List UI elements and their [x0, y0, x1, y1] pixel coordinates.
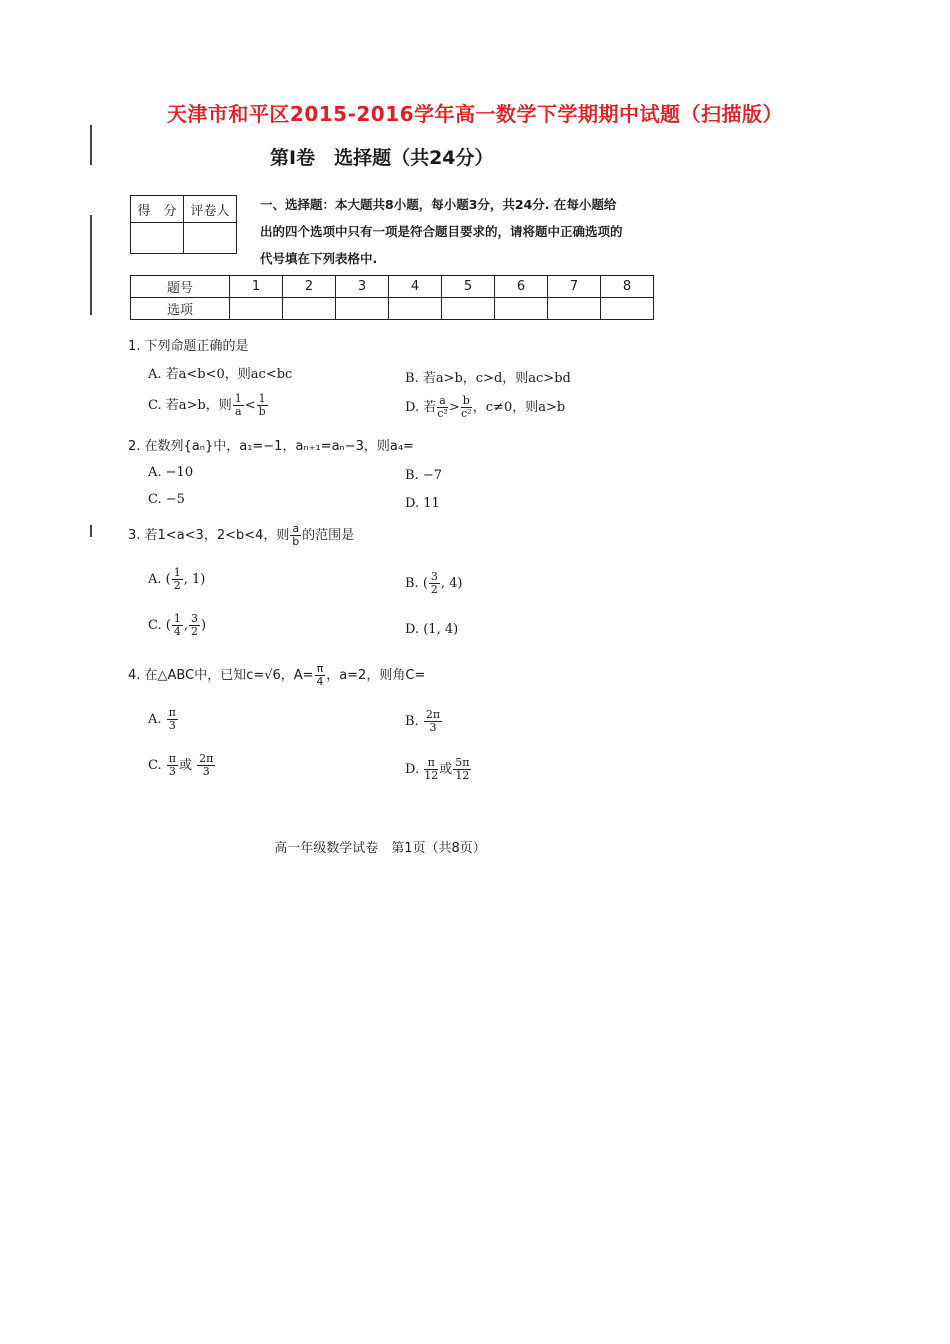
scan-edge-mark: [90, 125, 92, 165]
option-text: <: [244, 398, 256, 413]
fraction: [290, 523, 301, 548]
question-4-stem: [128, 663, 425, 688]
fraction: [172, 613, 183, 638]
question-1-option-b: B. 若a>b，c>d，则ac>bd: [405, 371, 571, 386]
question-2-option-a: A. −10: [148, 465, 194, 480]
fraction-numerator: a: [437, 395, 448, 408]
section-title: 第Ⅰ卷 选择题（共24分）: [270, 147, 494, 169]
fraction: [257, 393, 268, 418]
question-1-option-c: [148, 393, 269, 418]
fraction-numerator: 3: [430, 570, 438, 583]
answer-cell: [389, 298, 442, 320]
fraction: [453, 757, 471, 782]
fraction: [315, 663, 326, 688]
fraction-numerator: π: [424, 757, 438, 770]
option-label: A.: [148, 712, 162, 727]
question-3-option-d: D. (1, 4): [405, 622, 459, 637]
instructions: [260, 191, 660, 272]
question-1-option-a: A. 若a<b<0，则ac<bc: [148, 367, 293, 382]
option-text: >: [448, 400, 460, 415]
fraction: [461, 395, 472, 420]
option-text: , 4): [440, 576, 463, 591]
option-label: B.: [405, 714, 419, 729]
fraction: [424, 709, 442, 734]
fraction: [197, 753, 215, 778]
fraction-numerator: 1: [258, 392, 266, 405]
fraction-denominator: b: [292, 535, 300, 548]
question-3-stem: [128, 523, 354, 548]
answer-cell: [283, 298, 336, 320]
fraction: [429, 571, 440, 596]
answer-cell: [548, 298, 601, 320]
fraction-denominator: 3: [168, 765, 176, 778]
fraction-numerator: 1: [234, 392, 242, 405]
fraction-denominator: c²: [460, 407, 472, 420]
fraction-denominator: 4: [173, 625, 181, 638]
answer-table-number: 5: [442, 276, 495, 298]
fraction-denominator: c²: [437, 407, 448, 420]
option-text: A. (: [148, 572, 171, 587]
answer-cell: [495, 298, 548, 320]
fraction-denominator: 3: [168, 719, 176, 732]
answer-table-number: 1: [230, 276, 283, 298]
fraction-denominator: 2: [430, 583, 438, 596]
fraction: [233, 393, 244, 418]
question-4-option-c: [148, 753, 216, 778]
scan-edge-mark: [90, 525, 92, 537]
fraction: [437, 395, 448, 420]
question-3-option-a: [148, 567, 205, 592]
option-text: C. 若a>b，则: [148, 398, 232, 413]
fraction-denominator: 2: [190, 625, 198, 638]
fraction: [167, 753, 178, 778]
fraction-denominator: 3: [429, 721, 437, 734]
fraction-denominator: a: [234, 405, 242, 418]
instructions-line: 出的四个选项中只有一项是符合题目要求的，请将题中正确选项的: [260, 224, 623, 239]
fraction-numerator: b: [462, 394, 470, 407]
fraction-numerator: π: [168, 706, 176, 719]
answer-cell: [442, 298, 495, 320]
fraction-numerator: a: [292, 522, 300, 535]
answer-table: [130, 275, 654, 320]
question-2-option-b: B. −7: [405, 468, 442, 483]
question-2-stem: 2. 在数列{aₙ}中，a₁=−1，aₙ₊₁=aₙ−3，则a₄=: [128, 439, 414, 454]
question-2-option-c: C. −5: [148, 492, 185, 507]
answer-cell: [230, 298, 283, 320]
fraction-numerator: 5π: [455, 756, 470, 769]
fraction-denominator: 12: [424, 769, 439, 782]
score-header: 得 分: [131, 196, 184, 223]
answer-table-number: 8: [601, 276, 654, 298]
question-4-option-b: [405, 709, 443, 734]
fraction: [172, 567, 183, 592]
question-4-option-a: [148, 707, 179, 732]
option-label: C.: [148, 758, 162, 773]
option-text: 或: [179, 758, 193, 773]
option-text: B. (: [405, 576, 428, 591]
fraction: [424, 757, 438, 782]
scanned-exam-page: [90, 125, 670, 885]
fraction-numerator: 2π: [425, 708, 441, 721]
fraction-denominator: 4: [316, 675, 324, 688]
answer-table-number: 4: [389, 276, 442, 298]
score-cell: [131, 223, 184, 254]
fraction-denominator: 2: [173, 579, 181, 592]
fraction-numerator: 3: [190, 612, 198, 625]
option-text: , 1): [183, 572, 206, 587]
document-title: 天津市和平区2015-2016学年高一数学下学期期中试题（扫描版）: [166, 102, 784, 126]
fraction-denominator: b: [258, 405, 266, 418]
answer-cell: [601, 298, 654, 320]
answer-table-row-label: 选项: [131, 298, 230, 320]
score-table: [130, 195, 237, 254]
question-1-stem: 1. 下列命题正确的是: [128, 339, 249, 354]
fraction-numerator: 2π: [199, 752, 214, 765]
option-text: 或: [439, 762, 453, 777]
grader-cell: [184, 223, 237, 254]
fraction-numerator: 1: [173, 566, 181, 579]
stem-text: 4. 在△ABC中，已知c=√6，A=: [128, 668, 314, 683]
answer-cell: [336, 298, 389, 320]
question-1-option-d: [405, 395, 565, 420]
stem-text: 的范围是: [302, 528, 355, 543]
question-2-option-d: D. 11: [405, 496, 440, 511]
option-text: ): [200, 618, 207, 633]
fraction-numerator: 1: [173, 612, 181, 625]
answer-table-number: 7: [548, 276, 601, 298]
answer-table-number: 3: [336, 276, 389, 298]
fraction-numerator: π: [316, 662, 324, 675]
instructions-line: 代号填在下列表格中.: [260, 251, 378, 266]
question-4-option-d: [405, 757, 472, 782]
stem-text: ，a=2，则角C=: [326, 668, 426, 683]
page-footer: 高一年级数学试卷 第1页（共8页）: [274, 841, 486, 856]
option-text: ，c≠0，则a>b: [472, 400, 566, 415]
stem-text: 3. 若1<a<3，2<b<4，则: [128, 528, 290, 543]
option-label: D.: [405, 762, 420, 777]
scan-edge-mark: [90, 215, 92, 315]
instructions-line: 一、选择题：本大题共8小题，每小题3分，共24分. 在每小题给: [260, 197, 617, 212]
fraction: [167, 707, 178, 732]
fraction-denominator: 3: [202, 765, 210, 778]
fraction-denominator: 12: [455, 769, 470, 782]
grader-header: 评卷人: [184, 196, 237, 223]
option-text: ,: [183, 618, 188, 633]
option-text: D. 若: [405, 400, 437, 415]
question-3-option-b: [405, 571, 463, 596]
fraction-numerator: π: [168, 752, 176, 765]
fraction: [189, 613, 200, 638]
option-text: C. (: [148, 618, 171, 633]
answer-table-row-label: 题号: [131, 276, 230, 298]
answer-table-number: 6: [495, 276, 548, 298]
answer-table-number: 2: [283, 276, 336, 298]
question-3-option-c: [148, 613, 206, 638]
